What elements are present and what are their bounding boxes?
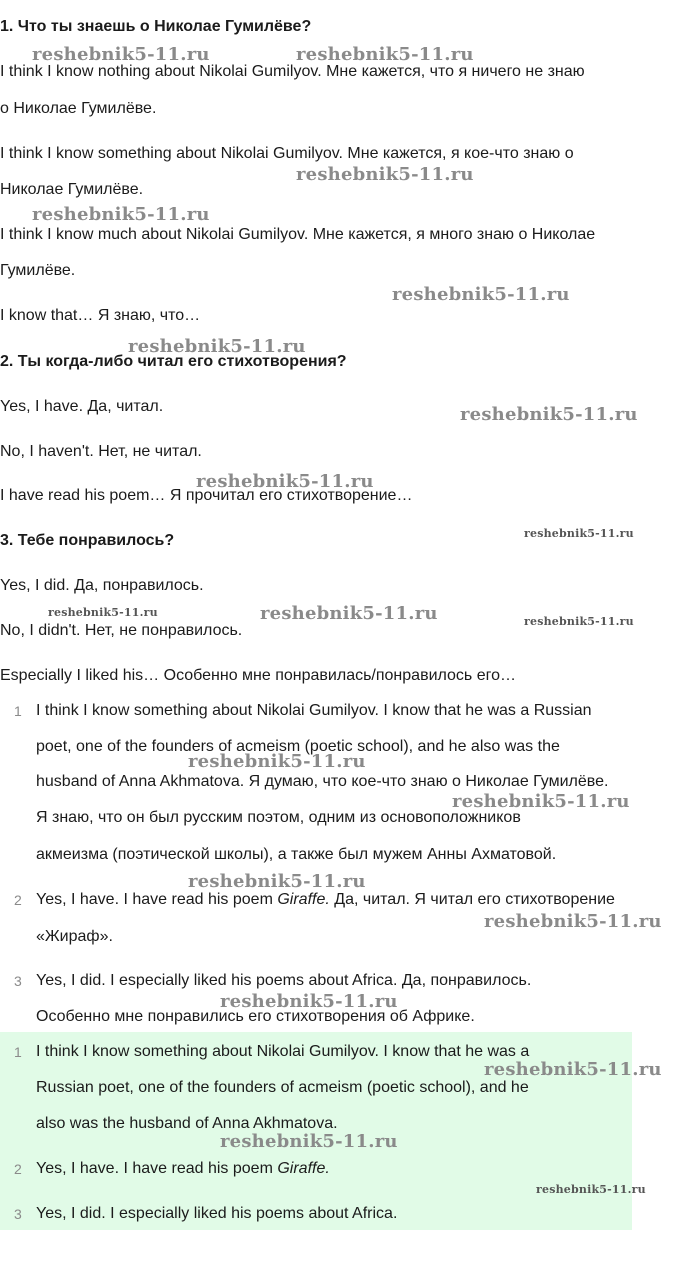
- watermark: reshebnik5-11.ru: [196, 471, 374, 492]
- watermark: reshebnik5-11.ru: [452, 791, 630, 812]
- watermark: reshebnik5-11.ru: [48, 606, 158, 619]
- watermark: reshebnik5-11.ru: [188, 871, 366, 892]
- watermark: reshebnik5-11.ru: [392, 284, 570, 305]
- watermark: reshebnik5-11.ru: [32, 44, 210, 65]
- watermark: reshebnik5-11.ru: [524, 527, 634, 540]
- watermark: reshebnik5-11.ru: [536, 1183, 646, 1196]
- q1-answer-4: I know that… Я знаю, что…: [0, 307, 201, 324]
- watermark: reshebnik5-11.ru: [524, 615, 634, 628]
- green-answer-1-line-1: I think I know something about Nikolai Gumilyov. I know that he was a: [36, 1043, 530, 1060]
- q1-answer-2-line-1: I think I know something about Nikolai Gumilyov. Мне кажется, я кое-что знаю о: [0, 145, 574, 162]
- q1-answer-2-line-2: Николае Гумилёве.: [0, 181, 144, 198]
- q1-answer-3-line-2: Гумилёве.: [0, 262, 76, 279]
- watermark: reshebnik5-11.ru: [128, 336, 306, 357]
- q2-answer-3: I have read his poem… Я прочитал его стихотворение…: [0, 487, 413, 504]
- poem-title: Giraffe.: [277, 891, 330, 908]
- watermark: reshebnik5-11.ru: [296, 44, 474, 65]
- q3-answer-2: No, I didn't. Нет, не понравилось.: [0, 622, 243, 639]
- q1-answer-1-line-2: о Николае Гумилёве.: [0, 100, 157, 117]
- answer-number: 1: [14, 1044, 22, 1060]
- watermark: reshebnik5-11.ru: [260, 603, 438, 624]
- watermark: reshebnik5-11.ru: [484, 911, 662, 932]
- watermark: reshebnik5-11.ru: [220, 1131, 398, 1152]
- green-answer-1-line-2: Russian poet, one of the founders of acmeism (poetic school), and he: [36, 1079, 529, 1096]
- q1-answer-3-line-1: I think I know much about Nikolai Gumilyov. Мне кажется, я много знаю о Николае: [0, 226, 596, 243]
- answer-1-line-4: Я знаю, что он был русским поэтом, одним из основоположников: [36, 809, 521, 826]
- answer-1-line-1: I think I know something about Nikolai Gumilyov. I know that he was a Russian: [36, 702, 592, 719]
- green-answer-3-line-1: Yes, I did. I especially liked his poems about Africa.: [36, 1205, 398, 1222]
- watermark: reshebnik5-11.ru: [460, 404, 638, 425]
- watermark: reshebnik5-11.ru: [296, 164, 474, 185]
- answer-2-line-2: «Жираф».: [36, 928, 113, 945]
- answer-1-line-2: poet, one of the founders of acmeism (poetic school), and he also was the: [36, 738, 560, 755]
- poem-title: Giraffe.: [277, 1160, 330, 1177]
- answer-number: 1: [14, 703, 22, 719]
- q1-answer-1-line-1: I think I know nothing about Nikolai Gumilyov. Мне кажется, что я ничего не знаю: [0, 63, 585, 80]
- watermark: reshebnik5-11.ru: [220, 991, 398, 1012]
- q3-answer-1: Yes, I did. Да, понравилось.: [0, 577, 204, 594]
- q2-answer-1: Yes, I have. Да, читал.: [0, 398, 164, 415]
- question-3-title: 3. Тебе понравилось?: [0, 532, 175, 549]
- answer-1-line-5: акмеизма (поэтической школы), а также был мужем Анны Ахматовой.: [36, 846, 557, 863]
- answer-1-line-3: husband of Anna Akhmatova. Я думаю, что кое-что знаю о Николае Гумилёве.: [36, 773, 609, 790]
- watermark: reshebnik5-11.ru: [188, 751, 366, 772]
- answer-number: 3: [14, 973, 22, 989]
- q2-answer-2: No, I haven't. Нет, не читал.: [0, 443, 202, 460]
- q3-answer-3: Especially I liked his… Особенно мне понравилась/понравилось его…: [0, 667, 516, 684]
- answer-number: 2: [14, 1161, 22, 1177]
- watermark: reshebnik5-11.ru: [32, 204, 210, 225]
- question-1-title: 1. Что ты знаешь о Николае Гумилёве?: [0, 18, 312, 35]
- answer-number: 2: [14, 892, 22, 908]
- green-answer-1-line-3: also was the husband of Anna Akhmatova.: [36, 1115, 338, 1132]
- answer-3-line-2: Особенно мне понравились его стихотворения об Африке.: [36, 1008, 475, 1025]
- answer-3-line-1: Yes, I did. I especially liked his poems about Africa. Да, понравилось.: [36, 972, 532, 989]
- watermark: reshebnik5-11.ru: [484, 1059, 662, 1080]
- green-answer-2-line-1: Yes, I have. I have read his poem Giraffe.: [36, 1160, 330, 1177]
- question-2-title: 2. Ты когда-либо читал его стихотворения?: [0, 353, 347, 370]
- answer-2-line-1: Yes, I have. I have read his poem Giraffe. Да, читал. Я читал его стихотворение: [36, 891, 615, 908]
- answer-number: 3: [14, 1206, 22, 1222]
